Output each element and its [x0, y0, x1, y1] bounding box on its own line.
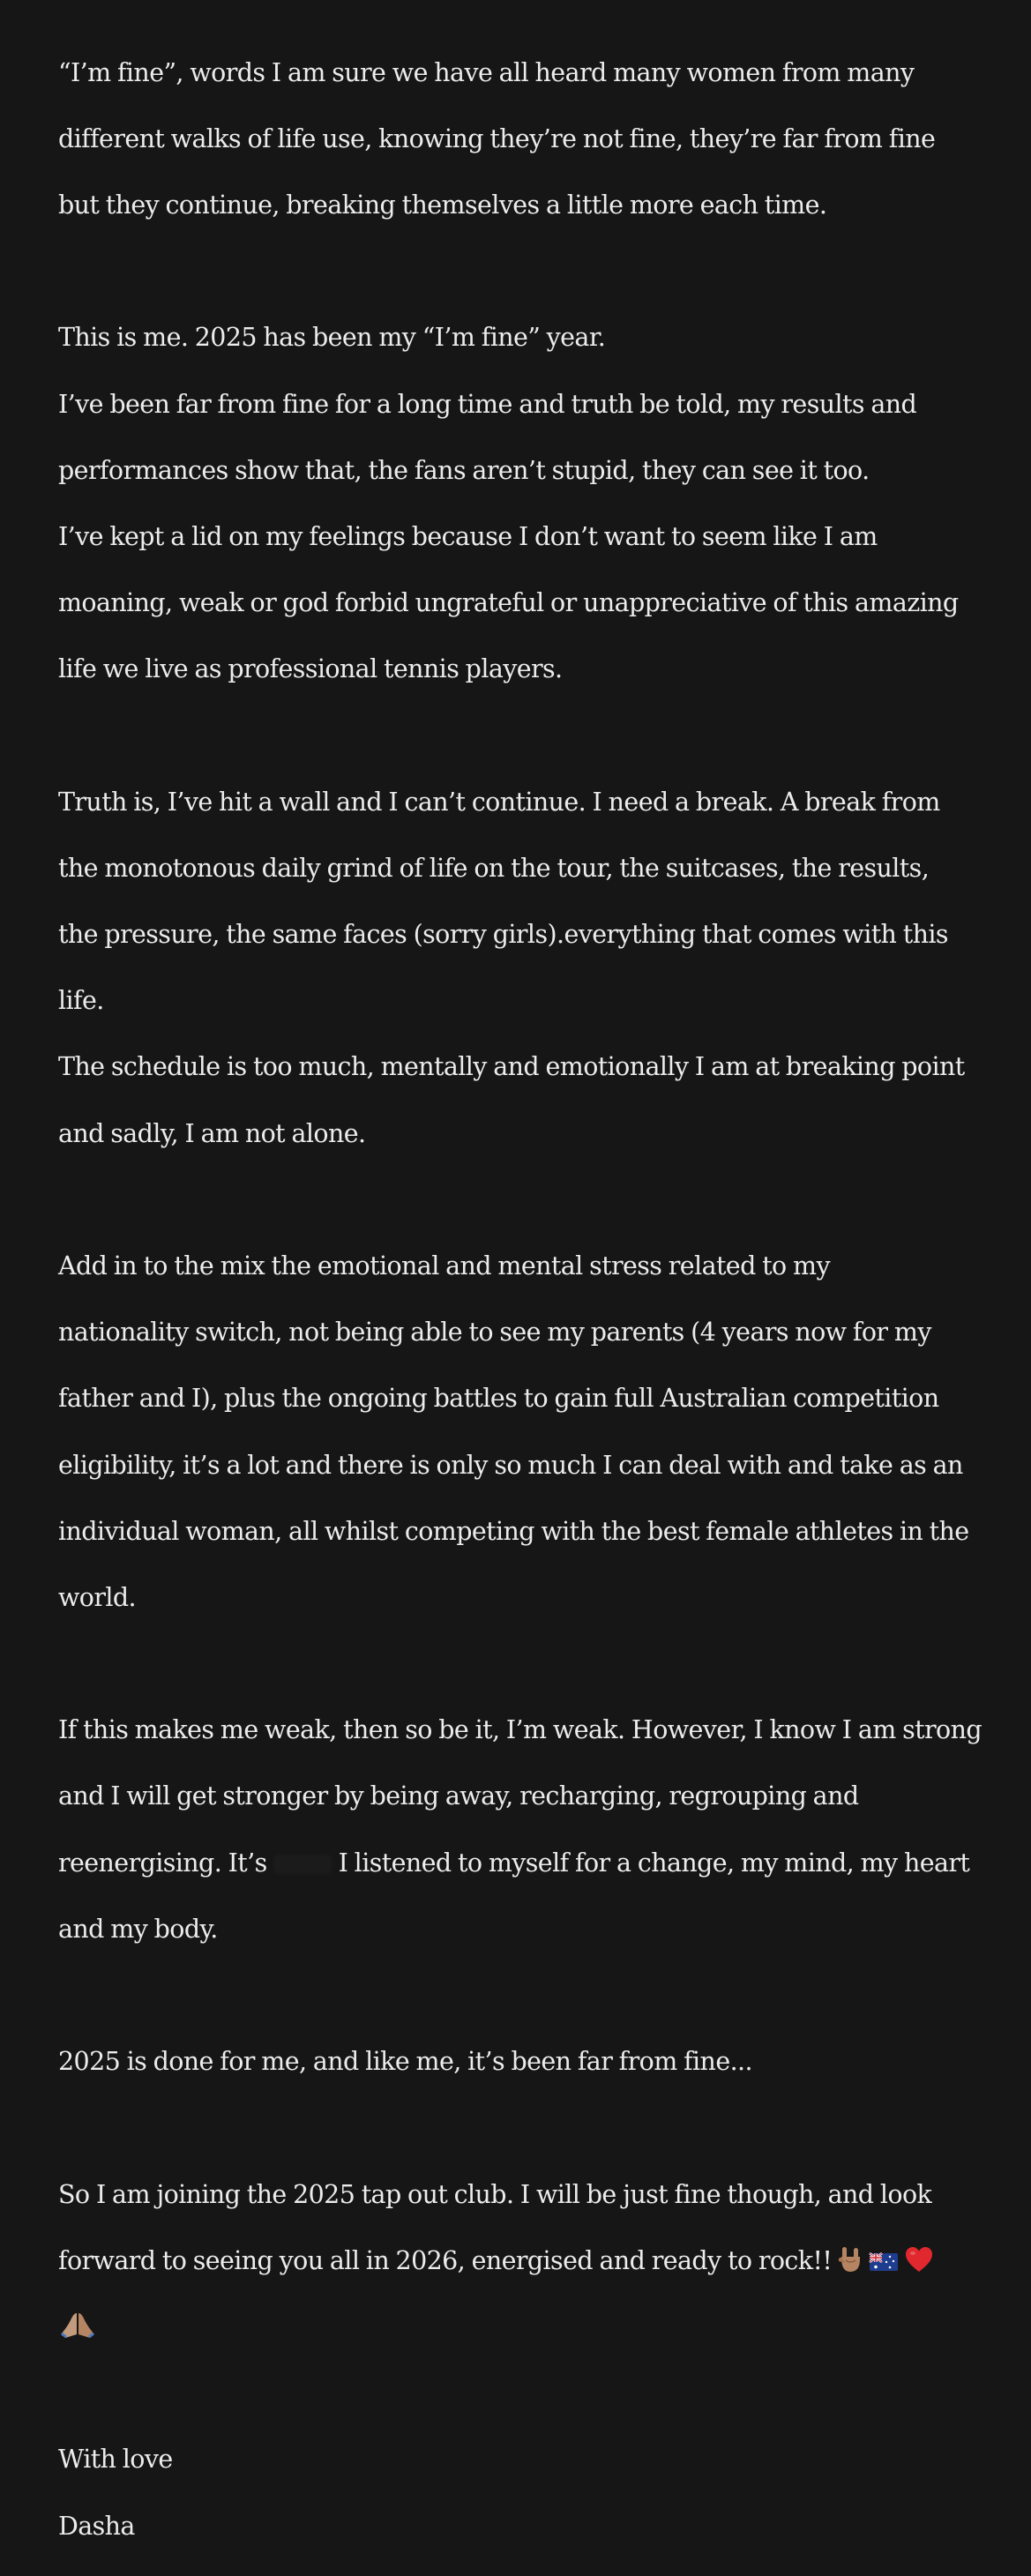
text-line-with-emoji: [58, 2244, 993, 2278]
text-line: This is me. 2025 has been my “I’m fine” year.: [58, 323, 606, 353]
text-line: eligibility, it’s a lot and there is only so much I can deal with and take as an: [58, 1450, 963, 1480]
folded-hands-emoji-icon: [58, 2311, 97, 2340]
text-line: nationality switch, not being able to see my parents (4 years now for my: [58, 1318, 931, 1348]
text-line: and sadly, I am not alone.: [58, 1118, 366, 1148]
redacted-word: [273, 1855, 332, 1874]
text-line: the pressure, the same faces (sorry girls).everything that comes with this: [58, 920, 948, 950]
paragraph-1: [58, 23, 993, 255]
rock-on-hand-emoji-icon: [837, 2245, 863, 2274]
text-line: and my body.: [58, 1914, 218, 1944]
text-line: 2025 is done for me, and like me, it’s been far from fine...: [58, 2047, 752, 2077]
text-line: I’ve been far from fine for a long time and truth be told, my results and: [58, 389, 917, 419]
text-line: If this makes me weak, then so be it, I’m weak. However, I know I am strong: [58, 1715, 982, 1745]
emoji-line: [58, 2311, 993, 2344]
text-line: life.: [58, 986, 104, 1016]
text-line: father and I), plus the ongoing battles to gain full Australian competition: [58, 1384, 939, 1414]
text-line: life we live as professional tennis players.: [58, 654, 563, 684]
text-line: So I am joining the 2025 tap out club. I will be just fine though, and look: [58, 2179, 932, 2209]
paragraph-5: [58, 1681, 993, 1979]
text-fragment: reenergising. It’s: [58, 1848, 267, 1878]
text-line: different walks of life use, knowing they’re not fine, they’re far from fine: [58, 123, 936, 153]
text-line-with-redaction: [58, 1847, 993, 1880]
text-line: The schedule is too much, mentally and emotionally I am at breaking point: [58, 1052, 965, 1082]
signature: Dasha: [58, 2511, 135, 2541]
text-line: performances show that, the fans aren’t stupid, they can see it too.: [58, 455, 870, 485]
closing-block: [58, 2410, 993, 2576]
text-line: the monotonous daily grind of life on the tour, the suitcases, the results,: [58, 853, 930, 883]
text-fragment: forward to seeing you all in 2026, energised and ready to rock!!: [58, 2245, 833, 2275]
paragraph-7: [58, 2145, 993, 2377]
text-line: but they continue, breaking themselves a little more each time.: [58, 190, 827, 220]
text-line: “I’m fine”, words I am sure we have all heard many women from many: [58, 57, 915, 87]
text-fragment: I listened to myself for a change, my mind, my heart: [338, 1848, 970, 1878]
red-heart-emoji-icon: [904, 2245, 934, 2274]
paragraph-2: [58, 288, 993, 720]
text-line: moaning, weak or god forbid ungrateful or unappreciative of this amazing: [58, 588, 959, 618]
text-line: and I will get stronger by being away, recharging, regrouping and: [58, 1781, 859, 1811]
paragraph-3: [58, 752, 993, 1183]
paragraph-6: [58, 2012, 993, 2112]
text-line: Add in to the mix the emotional and mental stress related to my: [58, 1251, 830, 1281]
text-line: I’ve kept a lid on my feelings because I don’t want to seem like I am: [58, 521, 878, 551]
closing-line: With love: [58, 2445, 173, 2475]
paragraph-4: [58, 1216, 993, 1647]
letter-text: [58, 23, 993, 2576]
text-line: Truth is, I’ve hit a wall and I can’t continue. I need a break. A break from: [58, 787, 940, 817]
text-line: world.: [58, 1582, 136, 1612]
australia-flag-emoji-icon: [869, 2251, 899, 2274]
text-line: individual woman, all whilst competing with the best female athletes in the: [58, 1516, 969, 1546]
